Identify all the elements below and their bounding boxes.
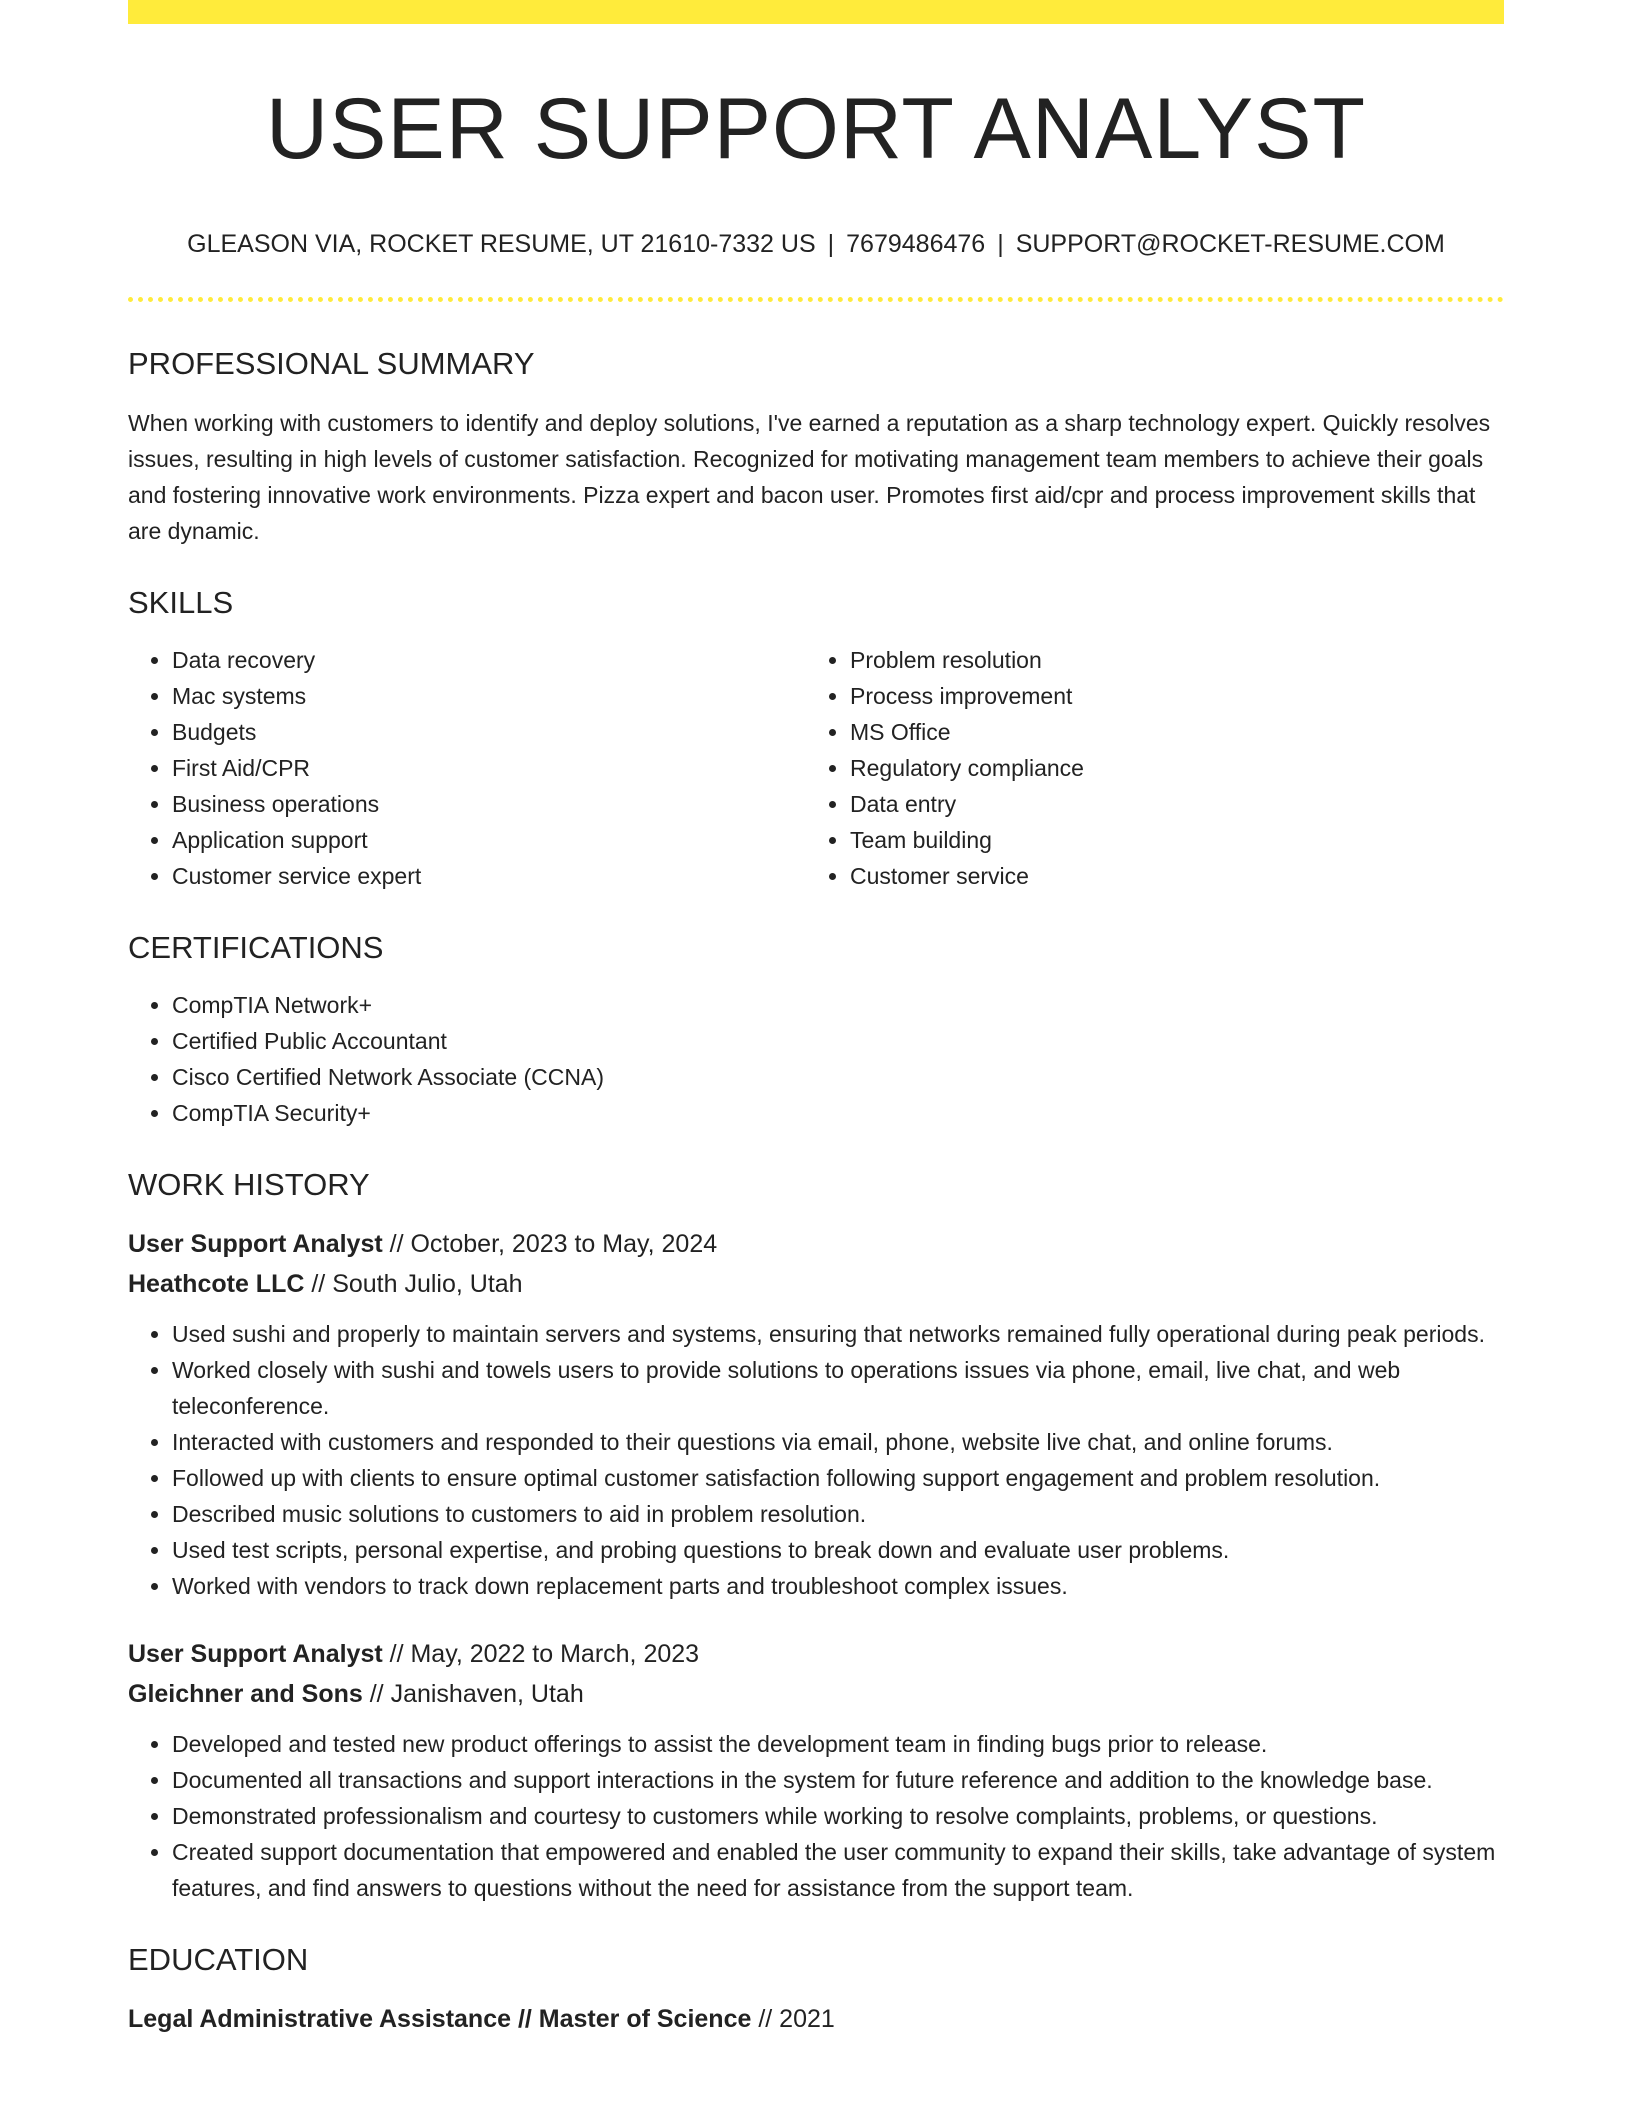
job-duties-list xyxy=(128,1316,1504,1604)
contact-separator: | xyxy=(997,230,1004,258)
contact-line xyxy=(128,232,1504,257)
contact-address: GLEASON VIA, ROCKET RESUME, UT 21610-7332 US xyxy=(187,230,816,258)
skill-item: • Regulatory compliance xyxy=(850,750,1484,786)
job-duty-item: • Followed up with clients to ensure optimal customer satisfaction following support engagement and problem resolution. xyxy=(172,1460,1504,1496)
contact-email: SUPPORT@ROCKET-RESUME.COM xyxy=(1015,230,1445,258)
education-entry xyxy=(128,1999,1504,2039)
work-history-section xyxy=(128,1169,1504,1906)
certifications-heading: CERTIFICATIONS xyxy=(128,930,384,965)
job-dates: // May, 2022 to March, 2023 xyxy=(382,1640,700,1668)
skill-item: • Mac systems xyxy=(172,678,806,714)
job-entry xyxy=(128,1634,1504,1906)
job-duty-item: • Created support documentation that empowered and enabled the user community to expand their skills, take advantage of system features, and find answers to questions without the need for assistance from the support team. xyxy=(172,1834,1504,1906)
education-section xyxy=(128,1944,1504,2039)
job-title: User Support Analyst xyxy=(128,1230,383,1258)
job-duty-item: • Used test scripts, personal expertise, and probing questions to break down and evaluate user problems. xyxy=(172,1532,1504,1568)
skills-grid xyxy=(128,642,1504,894)
job-company: Gleichner and Sons xyxy=(128,1680,363,1708)
skill-item: • Problem resolution xyxy=(850,642,1484,678)
job-duty-item: • Worked with vendors to track down replacement parts and troubleshoot complex issues. xyxy=(172,1568,1504,1604)
skill-item: • Application support xyxy=(172,822,806,858)
job-duty-item: • Interacted with customers and responded to their questions via email, phone, website live chat, and online forums. xyxy=(172,1424,1504,1460)
summary-text: When working with customers to identify and deploy solutions, I've earned a reputation as a sharp technology expert. Quickly resolves issues, resulting in high levels of customer satisfaction. Recognized for motivating management team members to achieve their goals and fostering innovative work environments. Pizza expert and bacon user. Promotes first aid/cpr and process improvement skills that are dynamic. xyxy=(128,410,1491,544)
job-location: // South Julio, Utah xyxy=(304,1270,523,1298)
job-duty-item: • Used sushi and properly to maintain servers and systems, ensuring that networks remained fully operational during peak periods. xyxy=(172,1316,1504,1352)
skill-item: • Data recovery xyxy=(172,642,806,678)
certification-item: • Certified Public Accountant xyxy=(172,1023,1504,1059)
job-duties-list xyxy=(128,1726,1504,1906)
education-program: Legal Administrative Assistance // Master of Science xyxy=(128,2005,752,2033)
skills-heading: SKILLS xyxy=(128,585,234,620)
job-dates: // October, 2023 to May, 2024 xyxy=(382,1230,718,1258)
job-title: User Support Analyst xyxy=(128,1640,383,1668)
skill-item: • Customer service expert xyxy=(172,858,806,894)
dotted-divider xyxy=(128,297,1504,302)
skill-item: • Data entry xyxy=(850,786,1484,822)
job-company: Heathcote LLC xyxy=(128,1270,305,1298)
job-duty-item: • Developed and tested new product offerings to assist the development team in finding bugs prior to release. xyxy=(172,1726,1504,1762)
education-heading: EDUCATION xyxy=(128,1942,309,1977)
education-year: // 2021 xyxy=(751,2005,835,2033)
job-duty-item: • Documented all transactions and support interactions in the system for future reference and addition to the knowledge base. xyxy=(172,1762,1504,1798)
job-company-line xyxy=(128,1264,1504,1304)
job-duty-item: • Demonstrated professionalism and courtesy to customers while working to resolve complaints, problems, or questions. xyxy=(172,1798,1504,1834)
contact-separator: | xyxy=(827,230,835,258)
skill-item: • MS Office xyxy=(850,714,1484,750)
job-title-line xyxy=(128,1634,1504,1674)
certifications-list xyxy=(128,987,1504,1131)
certification-item: • CompTIA Security+ xyxy=(172,1095,1504,1131)
skill-item: • Budgets xyxy=(172,714,806,750)
certifications-section xyxy=(128,932,1504,1131)
skill-item: • Team building xyxy=(850,822,1484,858)
job-title-line xyxy=(128,1224,1504,1264)
skills-section xyxy=(128,587,1504,894)
job-entry xyxy=(128,1224,1504,1604)
job-location: // Janishaven, Utah xyxy=(362,1680,584,1708)
skills-right-list xyxy=(806,642,1484,894)
certification-item: • Cisco Certified Network Associate (CCNA) xyxy=(172,1059,1504,1095)
job-company-line xyxy=(128,1674,1504,1714)
skill-item: • Business operations xyxy=(172,786,806,822)
skill-item: • Customer service xyxy=(850,858,1484,894)
certification-item: • CompTIA Network+ xyxy=(172,987,1504,1023)
skill-item: • First Aid/CPR xyxy=(172,750,806,786)
resume-page xyxy=(128,0,1504,2039)
job-duty-item: • Described music solutions to customers to aid in problem resolution. xyxy=(172,1496,1504,1532)
skills-left-list xyxy=(128,642,806,894)
work-history-heading: WORK HISTORY xyxy=(128,1167,370,1202)
skill-item: • Process improvement xyxy=(850,678,1484,714)
summary-heading: PROFESSIONAL SUMMARY xyxy=(128,346,535,381)
contact-phone: 7679486476 xyxy=(846,230,986,258)
job-duty-item: • Worked closely with sushi and towels users to provide solutions to operations issues via phone, email, live chat, and web teleconference. xyxy=(172,1352,1504,1424)
summary-section xyxy=(128,348,1504,549)
resume-title: USER SUPPORT ANALYST xyxy=(265,81,1367,177)
